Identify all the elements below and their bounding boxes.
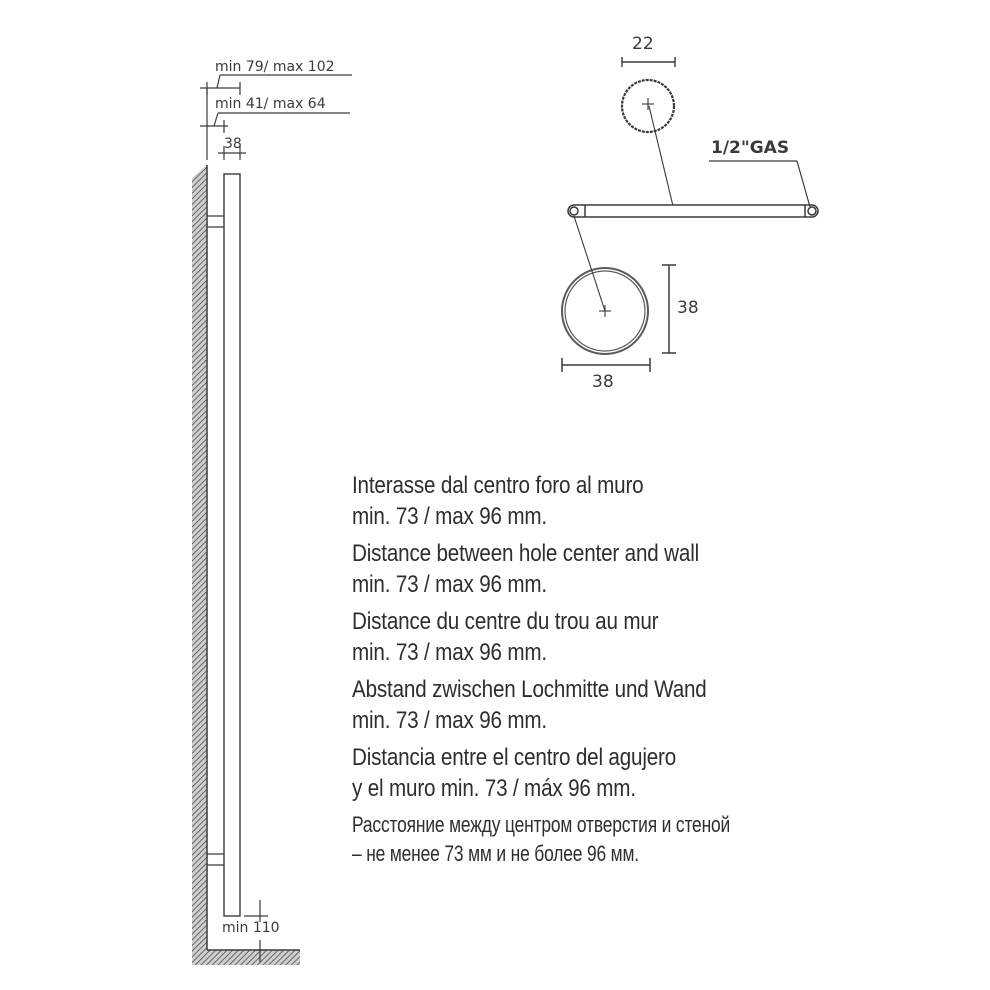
label-outer-offset: min 79/ max 102	[215, 59, 335, 75]
installation-notes	[352, 470, 763, 874]
dimension-large-tube-height	[662, 265, 676, 353]
note-line: Distance between hole center and wall	[352, 540, 700, 567]
note-german	[352, 674, 763, 736]
dimension-large-tube-width	[562, 358, 650, 372]
note-russian	[352, 810, 763, 868]
note-line: Distancia entre el centro del agujero	[352, 744, 677, 771]
note-line: Interasse dal centro foro al muro	[352, 472, 644, 499]
note-line: y el muro min. 73 / máx 96 mm.	[352, 775, 636, 802]
floor-section	[192, 950, 300, 965]
note-line: Abstand zwischen Lochmitte und Wand	[352, 676, 707, 703]
horizontal-connector-bar	[568, 205, 818, 217]
note-line: Distance du centre du trou au mur	[352, 608, 659, 635]
label-tube-width: 38	[224, 136, 242, 152]
large-tube-section	[562, 216, 648, 354]
label-small-tube-diameter: 22	[632, 34, 654, 54]
note-line: Расстояние между центром отверстия и стеной	[352, 812, 731, 837]
label-gas-connection: 1/2"GAS	[711, 138, 790, 158]
gas-connection-leader	[709, 161, 810, 207]
note-italian	[352, 470, 763, 532]
note-line: min. 73 / max 96 mm.	[352, 639, 547, 666]
label-large-tube-width: 38	[592, 372, 614, 392]
wall-section	[192, 165, 207, 950]
label-large-tube-height: 38	[677, 298, 699, 318]
dimension-small-tube	[622, 57, 675, 67]
note-line: min. 73 / max 96 mm.	[352, 707, 547, 734]
note-line: min. 73 / max 96 mm.	[352, 571, 547, 598]
wall-bracket-bottom	[207, 854, 224, 865]
small-tube-section	[622, 80, 674, 206]
note-line: – не менее 73 мм и не более 96 мм.	[352, 841, 639, 866]
dimension-outer-offset	[200, 75, 352, 160]
label-inner-offset: min 41/ max 64	[215, 96, 326, 112]
label-floor-clearance: min 110	[222, 920, 280, 936]
note-spanish	[352, 742, 763, 804]
note-french	[352, 606, 763, 668]
note-english	[352, 538, 763, 600]
radiator-tube-side	[224, 174, 240, 916]
dimension-inner-offset	[200, 113, 350, 133]
note-line: min. 73 / max 96 mm.	[352, 503, 547, 530]
wall-bracket-top	[207, 216, 224, 227]
